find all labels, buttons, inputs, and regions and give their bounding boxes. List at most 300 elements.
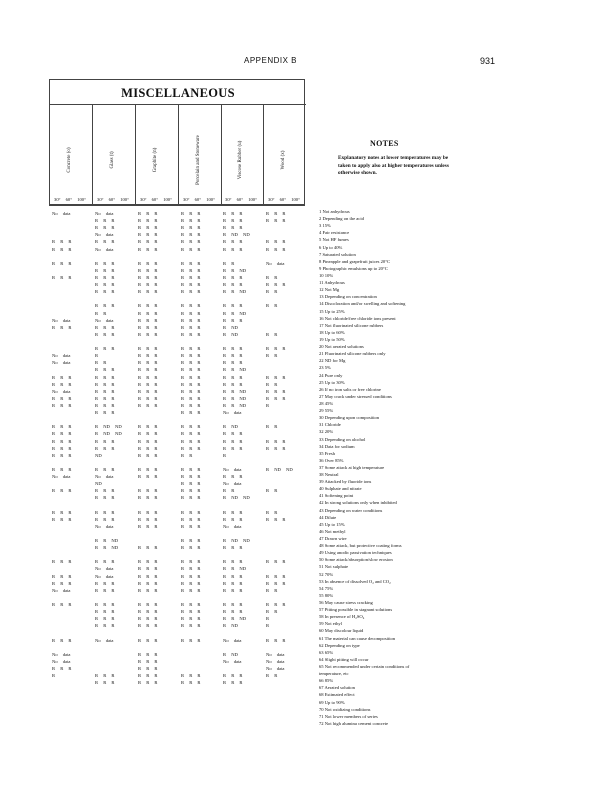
table-cell: R R R [266,239,286,245]
table-row [49,673,305,680]
note-item: 42 In strong solutions only when inhibited [319,500,397,506]
table-row [49,353,305,360]
table-cell: R ND ND [95,424,122,430]
table-row [49,538,305,545]
table-cell: R R R [181,367,201,373]
table-title: MISCELLANEOUS [121,86,235,100]
table-cell: R R R [138,367,158,373]
column-header-concrete: Concrete (o) [67,147,72,173]
table-cell: R R R [223,573,243,579]
table-cell: R R [266,331,278,337]
table-cell: R R ND [223,402,247,408]
note-item: 8 Pineapple and grapefruit juices 20°C [319,258,391,264]
table-row [49,645,305,652]
table-cell: R R R [95,381,115,387]
table-cell: ND [95,452,102,458]
table-cell: R ND [223,651,238,657]
table-cell: No data [52,474,71,480]
table-cell: R R R [52,452,72,458]
table-row [49,225,305,232]
table-cell: R R R [138,658,158,664]
column-header-porcelain: Porcelain and Stoneware [196,135,201,185]
table-cell: R R R [138,388,158,394]
table-cell: No data [95,232,114,238]
table-cell: R R R [181,495,201,501]
table-cell: R R R [138,495,158,501]
table-cell: R R R [138,317,158,323]
table-cell: R R R [52,431,72,437]
table-cell: R R R [181,324,201,330]
table-cell: R R R [138,474,158,480]
table-cell: R R R [181,602,201,608]
table-cell: No data [266,651,285,657]
table-cell: R R R [95,260,115,266]
table-cell: R R R [181,225,201,231]
table-cell: No data [52,360,71,366]
table-cell: R R R [181,289,201,295]
note-item: 40 Sulphate and nitrate [319,486,362,492]
table-cell: R R R [266,218,286,224]
note-item: 37 Some attack at high temperature [319,464,385,470]
table-cell: R ND ND [223,232,250,238]
table-row [49,318,305,325]
table-row [49,517,305,524]
table-cell: R R R [138,637,158,643]
note-item: 30 Depending upon composition [319,415,380,421]
table-cell: R R [266,488,278,494]
table-cell: R R R [52,438,72,444]
table-cell: R R R [181,395,201,401]
table-cell: R R R [223,516,243,522]
table-cell: R ND ND [223,538,250,544]
note-item: 44 Dilute [319,514,337,520]
table-cell: R R R [95,367,115,373]
table-cell: R R [95,310,107,316]
table-cell: R [266,402,270,408]
table-cell: R R R [181,623,201,629]
table-cell: No data [223,481,242,487]
table-cell: R R R [181,637,201,643]
table-cell: R R ND [223,267,247,273]
table-cell: R R [266,289,278,295]
table-cell: No data [95,566,114,572]
table-cell: R R R [223,225,243,231]
table-row [49,439,305,446]
table-cell: R R R [181,580,201,586]
table-cell: R R R [181,523,201,529]
table-cell: R R [266,509,278,515]
table-cell: R R R [223,545,243,551]
table-cell: R R R [266,438,286,444]
table-cell: R R R [138,282,158,288]
table-row [49,367,305,374]
note-item: 46 Not methyl [319,528,346,534]
table-cell: R [266,616,270,622]
table-cell: R R R [52,274,72,280]
table-cell: R R R [266,346,286,352]
table-cell: R R R [95,680,115,686]
table-cell: R R R [181,274,201,280]
table-row [49,581,305,588]
note-item: 71 Not lower members of series [319,713,378,719]
note-item: 57 Pitting possible in stagnant solutions [319,607,393,613]
table-cell: R R R [181,516,201,522]
table-cell: R R R [52,559,72,565]
table-row [49,389,305,396]
table-cell: R R ND [223,388,247,394]
table-row [49,417,305,424]
table-cell: R R R [223,431,243,437]
note-item: 70 Not oxidizing conditions [319,706,371,712]
table-row [49,609,305,616]
table-cell: R R R [95,445,115,451]
table-cell: R R R [181,402,201,408]
note-item: 23 5% [319,365,331,371]
table-cell: R R R [138,573,158,579]
table-cell: R R R [266,580,286,586]
table-cell: R R R [95,623,115,629]
table-cell: R R R [52,239,72,245]
table-cell: No data [95,474,114,480]
table-cell: R R R [95,282,115,288]
table-cell: R R R [138,303,158,309]
table-cell: R R R [181,680,201,686]
table-cell: R R R [95,346,115,352]
table-cell: R R R [138,232,158,238]
table-cell: R R ND [223,310,247,316]
table-cell: R R R [95,516,115,522]
note-item: 10 10% [319,272,334,278]
table-cell: R R R [138,666,158,671]
table-cell: R R R [52,445,72,451]
table-cell: R R R [181,360,201,366]
table-cell: R R R [95,587,115,593]
table-cell: R R R [138,445,158,451]
table-cell: R R R [181,424,201,430]
table-row [49,616,305,623]
note-item: 9 Photographic emulsions up to 20°C [319,265,388,271]
table-cell: R R ND [95,545,119,551]
table-cell: R R ND [223,367,247,373]
table-cell: R R R [95,303,115,309]
table-cell: R R R [95,324,115,330]
table-cell: R R R [181,353,201,359]
table-cell: R R R [181,538,201,544]
table-cell: R R R [52,509,72,515]
note-item: 55 80% [319,592,334,598]
table-cell: R ND [223,424,238,430]
table-body [49,211,305,687]
table-row [49,559,305,566]
table-row [49,652,305,659]
table-cell: R R R [181,388,201,394]
note-item: 39 Attacked by fluoride ions [319,479,372,485]
table-row [49,296,305,303]
table-cell: R R R [138,545,158,551]
table-row [49,232,305,239]
note-item: 15 Up to 25% [319,308,345,314]
note-item: 14 Discoloration and/or swelling and softening [319,301,406,307]
table-cell: No data [52,651,71,657]
table-cell: R R R [223,360,243,366]
note-item: 56 May cause stress cracking [319,600,373,606]
note-item: 22 ND for Mg [319,358,346,364]
table-cell: R R R [181,616,201,622]
table-cell: R R R [223,580,243,586]
note-item: 16 Not chloride/free chloride ions present [319,315,396,321]
table-cell: R R R [223,438,243,444]
table-cell: R R R [181,267,201,273]
table-cell: R ND [223,623,238,629]
table-cell: R R R [52,374,72,380]
table-cell: R R R [223,282,243,288]
table-cell: R R R [138,402,158,408]
note-item: 51 Not sulphate [319,564,349,570]
table-row [49,495,305,502]
table-cell: R R [95,360,107,366]
table-cell: R R R [138,516,158,522]
table-row [49,630,305,637]
table-cell: R R R [52,246,72,252]
table-row [49,403,305,410]
table-row [49,218,305,225]
table-row [49,424,305,431]
table-row [49,659,305,666]
table-cell: No data [52,211,71,216]
table-row [49,431,305,438]
table-row [49,531,305,538]
table-cell: R R [266,609,278,615]
table-row [49,268,305,275]
note-item: 58 In presence of H₂SO₄ [319,614,365,620]
table-row [49,638,305,645]
table-cell: R R R [181,218,201,224]
table-cell: No data [266,260,285,266]
table-cell: No data [95,523,114,529]
table-cell: R R R [181,431,201,437]
table-cell: R ND ND [95,431,122,437]
table-cell: No data [95,637,114,643]
table-cell: R R R [138,346,158,352]
table-cell: R R R [223,509,243,515]
table-cell: No data [223,658,242,664]
table-cell: R R R [138,438,158,444]
table-row [49,382,305,389]
table-cell: R R R [223,474,243,480]
table-cell: R R R [181,438,201,444]
table-cell: R R R [52,424,72,430]
table-cell: R R ND [223,566,247,572]
table-cell: R R R [138,239,158,245]
table-cell: R R R [138,211,158,216]
table-row [49,446,305,453]
table-cell: R R R [138,274,158,280]
column-header-glass: Glass (t) [110,151,115,169]
table-cell: R R R [266,246,286,252]
table-cell: R R [181,452,193,458]
table-row [49,325,305,332]
note-item: 54 75% [319,585,334,591]
note-item: 27 May crack under stressed conditions [319,393,392,399]
temperature-label: 30° 60° 100° [97,197,129,202]
column-header-viscose: Viscose Rubber (u) [238,140,243,180]
table-row [49,574,305,581]
table-cell: R R R [223,246,243,252]
table-cell: R R [266,424,278,430]
table-cell: R R R [95,267,115,273]
note-item: 49 Using anodic passivation techniques [319,550,392,556]
temperature-label: 30° 60° 100° [140,197,172,202]
table-cell: R R R [95,616,115,622]
table-cell: R R R [138,616,158,622]
table-cell: R R R [52,516,72,522]
table-cell: R [223,452,227,458]
table-cell: R R R [266,445,286,451]
note-item: 35 Fresh [319,450,335,456]
table-cell: R R R [181,246,201,252]
table-cell: R R R [95,466,115,472]
table-cell: R R R [223,239,243,245]
table-row [49,460,305,467]
table-row [49,666,305,673]
column-header-wood: Wood (x) [281,150,286,170]
note-item: 38 Neutral [319,472,339,478]
note-item: 61 The material can cause decomposition [319,635,396,641]
note-item: 29 55% [319,408,334,414]
table-cell: R R R [95,609,115,615]
table-cell: R R R [181,466,201,472]
table-cell: R R R [266,573,286,579]
table-cell: R R R [52,666,72,671]
table-cell: R R R [266,395,286,401]
note-item: 66 85% [319,678,334,684]
table-cell: R R R [138,566,158,572]
table-cell: R R R [138,431,158,437]
table-cell: R R [266,353,278,359]
table-cell: R R R [138,360,158,366]
table-cell: R R R [95,395,115,401]
note-item: 11 Anhydrous [319,280,345,286]
table-row [49,474,305,481]
temperature-label: 30° 60° 100° [268,197,300,202]
table-cell: R R R [266,602,286,608]
note-item: 17 Not fluorinated silicone rubbers [319,322,384,328]
note-item: 67 Aerated solution [319,685,355,691]
note-item: 50 Some attack/absorption/slow erosion [319,557,393,563]
table-cell: R R R [95,509,115,515]
note-item: 21 Fluorinated silicone rubbers only [319,351,386,357]
table-cell: R R R [138,289,158,295]
table-cell: R R R [223,303,243,309]
table-cell: R R R [95,673,115,679]
notes-list [319,208,409,727]
note-item: 60 May discolour liquid [319,628,364,634]
table-cell: R R R [138,509,158,515]
table-cell: R R R [138,395,158,401]
table-cell: R R R [138,559,158,565]
note-item: 13 Depending on concentration [319,294,377,300]
table-cell: R R R [52,580,72,586]
table-cell: R R R [181,282,201,288]
appendix-label: APPENDIX B [244,56,298,65]
table-cell: R R R [52,573,72,579]
table-cell: R R R [181,609,201,615]
table-cell: R R R [95,331,115,337]
note-item: 24 Pure only [319,372,343,378]
table-cell: R R R [181,410,201,416]
table-cell: R R R [138,324,158,330]
note-item: 5 Not HF fumes [319,237,349,243]
table-cell: R R R [223,381,243,387]
table-cell: R R R [223,559,243,565]
table-cell: R ND [223,324,238,330]
table-cell: R R R [181,481,201,487]
table-cell: R R R [266,516,286,522]
table-cell: R R R [223,587,243,593]
note-item: 72 Not high alumina cement concrete [319,720,389,726]
table-cell: R R R [138,602,158,608]
table-cell: R R R [181,559,201,565]
table-cell: R R R [223,218,243,224]
table-cell: R R R [138,587,158,593]
table-cell: R R R [181,474,201,480]
table-cell: R R R [181,239,201,245]
table-cell: R R [223,260,235,266]
table-cell: R R R [181,445,201,451]
table-row [49,396,305,403]
table-cell: R R R [223,673,243,679]
table-cell: No data [95,246,114,252]
table-row [49,282,305,289]
table-cell: R R R [223,317,243,323]
table-cell: R R R [138,246,158,252]
table-cell: R R R [52,381,72,387]
table-cell: R R R [52,637,72,643]
temperature-label: 30° 60° 100° [183,197,215,202]
table-cell: ND [95,481,102,487]
table-cell: R R R [138,424,158,430]
table-row [49,254,305,261]
table-row [49,247,305,254]
table-cell: R R R [138,680,158,686]
column-header-graphite: Graphite (n) [153,147,158,173]
table-cell: R R R [223,445,243,451]
page-header [0,56,612,70]
table-cell: R R R [95,438,115,444]
table-cell: R R [266,673,278,679]
table-cell: R R R [138,609,158,615]
note-item: 59 Not ethyl [319,621,342,627]
table-cell: R R ND [223,395,247,401]
note-item: 45 Up to 15% [319,521,345,527]
note-item: 32 20% [319,429,334,435]
table-cell: R R R [138,260,158,266]
table-cell: R ND ND [223,495,250,501]
table-cell: R R R [138,218,158,224]
table-cell: R R R [95,274,115,280]
table-cell: R R R [95,374,115,380]
table-cell: R R R [138,623,158,629]
note-item: 3 15% [319,223,331,229]
note-item: 1 Not anhydrous [319,209,350,214]
table-cell: R R R [266,388,286,394]
table-cell: R R R [138,488,158,494]
table-cell: No data [52,587,71,593]
table-cell: R R R [181,573,201,579]
note-item: 69 Up to 90% [319,699,345,705]
table-cell: No data [266,658,285,664]
note-item: 68 Estimated effect [319,692,355,698]
